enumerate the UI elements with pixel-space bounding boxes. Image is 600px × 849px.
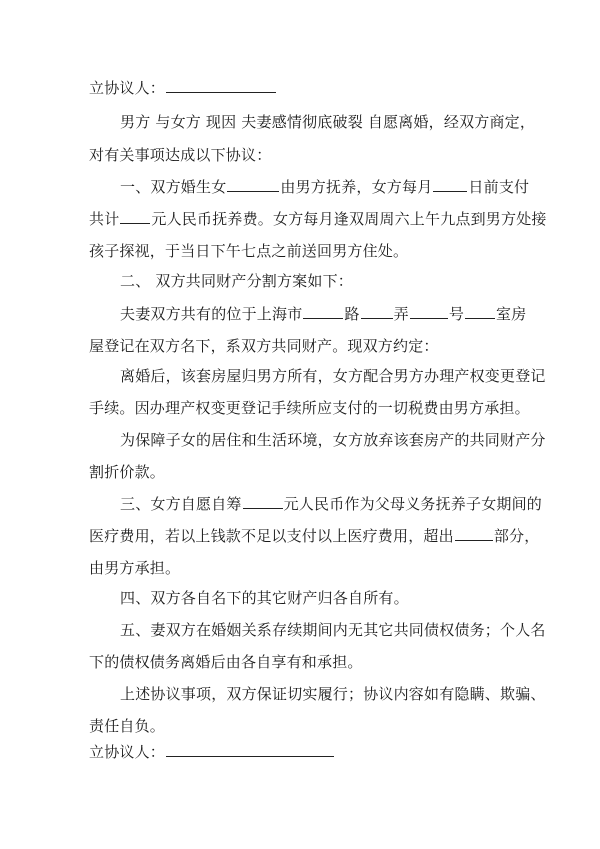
clause-2-para-2-line-2: 手续。因办理产权变更登记手续所应支付的一切税费由男方承担。 (89, 399, 530, 417)
clause-5-line-2: 下的债权债务离婚后由各自享有和承担。 (89, 653, 363, 671)
clause-3-text-a: 三、女方自愿自筹 (120, 495, 242, 513)
clause-3-line-3: 由男方承担。 (89, 559, 181, 577)
clause-4: 四、双方各自名下的其它财产归各自所有。 (120, 589, 409, 607)
clause-3-text-c: 医疗费用，若以上钱款不足以支付以上医疗费用，超出 (89, 527, 454, 545)
clause-1-line-2 (89, 209, 547, 229)
closing-line-1: 上述协议事项，双方保证切实履行；协议内容如有隐瞒、欺骗、 (120, 685, 546, 703)
clause-3-line-1 (120, 494, 542, 514)
clause-2-text-room: 室房 (496, 305, 527, 323)
blank-road (303, 304, 343, 319)
clause-2-para-1-line-1 (120, 304, 526, 324)
clause-2-para-1-line-2: 屋登记在双方名下，系双方共同财产。现双方约定： (89, 337, 439, 355)
blank-medical-amount (243, 494, 283, 509)
closing-line-2: 责任自负。 (89, 717, 166, 735)
blank-lane (361, 304, 393, 319)
clause-3-line-2 (89, 526, 539, 546)
clause-1-text-b: 由男方抚养，女方每月 (280, 178, 433, 196)
clause-1-line-3: 孩子探视，于当日下午七点之前送回男方住处。 (89, 242, 409, 260)
clause-3-text-d: 部分， (493, 527, 540, 545)
blank-room (465, 304, 495, 319)
clause-2-text-lane: 弄 (393, 305, 409, 323)
clause-2-title: 二、 双方共同财产分割方案如下： (120, 272, 353, 290)
signer-line-top (89, 78, 277, 98)
intro-line-2: 对有关事项达成以下协议： (89, 146, 272, 164)
clause-3-text-b: 元人民币作为父母义务抚养子女期间的 (283, 495, 543, 513)
clause-2-text-a: 夫妻双方共有的位于上海市 (120, 305, 303, 323)
clause-1-text-c: 日前支付 (468, 178, 530, 196)
clause-2-text-number: 号 (448, 305, 465, 323)
blank-number (410, 304, 448, 319)
signer-label-bottom: 立协议人： (89, 743, 166, 761)
clause-1-text-e: 元人民币抚养费。女方每月逢双周周六上午九点到男方处接 (151, 210, 547, 228)
blank-daughter-name (227, 177, 279, 192)
clause-1-line-1 (120, 177, 529, 197)
clause-1-text-a: 一、双方婚生女 (120, 178, 227, 196)
signer-label-top: 立协议人： (89, 79, 166, 97)
clause-5-line-1: 五、妻双方在婚姻关系存续期间内无其它共同债权债务；个人名 (120, 621, 546, 639)
signer-line-bottom (89, 742, 335, 762)
clause-2-text-road: 路 (344, 305, 360, 323)
intro-line-1: 男方 与女方 现因 夫妻感情彻底破裂 自愿离婚，经双方商定， (120, 113, 536, 131)
clause-2-para-3-line-1: 为保障子女的居住和生活环境，女方放弃该套房产的共同财产分 (120, 431, 546, 449)
blank-support-amount (120, 209, 150, 224)
signer-blank-bottom (166, 742, 334, 757)
signer-blank-top (166, 78, 276, 93)
clause-2-para-3-line-2: 割折价款。 (89, 463, 166, 481)
blank-excess (455, 526, 493, 541)
clause-1-text-d: 共计 (89, 210, 120, 228)
clause-2-para-2-line-1: 离婚后，该套房屋归男方所有，女方配合男方办理产权变更登记 (120, 367, 546, 385)
blank-pay-day (433, 177, 467, 192)
